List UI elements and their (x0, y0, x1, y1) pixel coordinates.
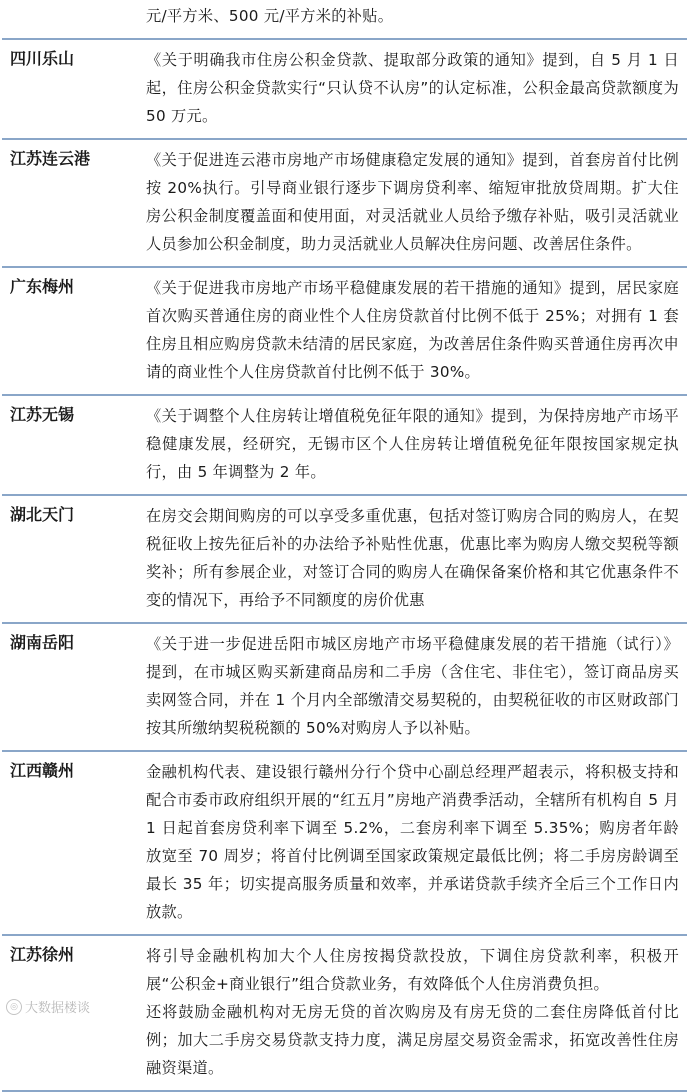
city-cell: 广东梅州 (2, 267, 138, 395)
table-row (2, 139, 687, 267)
table-row (2, 267, 687, 395)
city-cell: 江苏无锡 (2, 395, 138, 495)
city-cell: 江苏徐州 (2, 935, 138, 1091)
table-row (2, 395, 687, 495)
policy-description-cell (138, 267, 687, 395)
policy-description-cell (138, 395, 687, 495)
table-row (2, 495, 687, 623)
policy-description-cell (138, 495, 687, 623)
policy-text: 《关于促进连云港市房地产市场健康稳定发展的通知》提到，首套房首付比例按 20%执行。引导商业银行逐步下调房贷利率、缩短审批放贷周期。扩大住房公积金制度覆盖面和使用面，对灵活就业人员给予缴存补贴，吸引灵活就业人员参加公积金制度，助力灵活就业人员解决住房问题、改善居住条件。 (146, 151, 679, 253)
watermark (6, 997, 90, 1016)
policy-description-cell (138, 39, 687, 139)
policy-description-cell (138, 935, 687, 1091)
policy-text: 还将鼓励金融机构对无房无贷的首次购房及有房无贷的二套住房降低首付比例；加大二手房交易贷款支持力度，满足房屋交易资金需求，拓宽改善性住房融资渠道。 (146, 1003, 679, 1077)
policy-text: 《关于调整个人住房转让增值税免征年限的通知》提到，为保持房地产市场平稳健康发展，经研究，无锡市区个人住房转让增值税免征年限按国家规定执行，由 5 年调整为 2 年。 (146, 407, 679, 481)
policy-text: 《关于明确我市住房公积金贷款、提取部分政策的通知》提到，自 5 月 1 日起，住房公积金贷款实行“只认贷不认房”的认定标准，公积金最高贷款额度为 50 万元。 (146, 51, 679, 125)
city-cell (2, 0, 138, 39)
policy-description-cell (138, 139, 687, 267)
table-row (2, 0, 687, 39)
city-cell: 江西赣州 (2, 751, 138, 935)
policy-text: 金融机构代表、建设银行赣州分行个贷中心副总经理严超表示，将积极支持和配合市委市政府组织开展的“红五月”房地产消费季活动，全辖所有机构自 5 月 1 日起首套房贷利率下调至 5.2%，二套房利率下调至 5.35%；购房者年龄放宽至 70 周岁；将首付比例调至国家政策规定最低比例；将二手房房龄调至最长 35 年；切实提高服务质量和效率，并承诺贷款手续齐全后三个工作日内放款。 (146, 763, 679, 921)
city-cell: 四川乐山 (2, 39, 138, 139)
policy-description-cell (138, 0, 687, 39)
policy-table (2, 0, 687, 1092)
watermark-text: 大数据楼谈 (25, 1001, 91, 1016)
city-cell: 江苏连云港 (2, 139, 138, 267)
table-row (2, 39, 687, 139)
city-cell: 湖南岳阳 (2, 623, 138, 751)
policy-text: 《关于促进我市房地产市场平稳健康发展的若干措施的通知》提到，居民家庭首次购买普通住房的商业性个人住房贷款首付比例不低于 25%；对拥有 1 套住房且相应购房贷款未结清的居民家庭，为改善居住条件购买普通住房再次申请的商业性个人住房贷款首付比例不低于 30%。 (146, 279, 679, 381)
table-row (2, 751, 687, 935)
policy-text: 将引导金融机构加大个人住房按揭贷款投放，下调住房贷款利率，积极开展“公积金+商业银行”组合贷款业务，有效降低个人住房消费负担。 (146, 947, 679, 993)
policy-description-cell (138, 623, 687, 751)
weibo-like-icon: ◎ (6, 999, 22, 1015)
table-row (2, 935, 687, 1091)
policy-description-cell (138, 751, 687, 935)
policy-text: 《关于进一步促进岳阳市城区房地产市场平稳健康发展的若干措施（试行）》提到，在市城区购买新建商品房和二手房（含住宅、非住宅），签订商品房买卖网签合同，并在 1 个月内全部缴清交易契税的，由契税征收的市区财政部门按其所缴纳契税税额的 50%对购房人予以补贴。 (146, 635, 679, 737)
city-cell: 湖北天门 (2, 495, 138, 623)
policy-text: 元/平方米、500 元/平方米的补贴。 (146, 7, 394, 25)
policy-text: 在房交会期间购房的可以享受多重优惠，包括对签订购房合同的购房人，在契税征收上按先征后补的办法给予补贴性优惠，优惠比率为购房人缴交契税等额奖补；所有参展企业，对签订合同的购房人在确保备案价格和其它优惠条件不变的情况下，再给予不同额度的房价优惠 (146, 507, 679, 609)
table-row (2, 623, 687, 751)
